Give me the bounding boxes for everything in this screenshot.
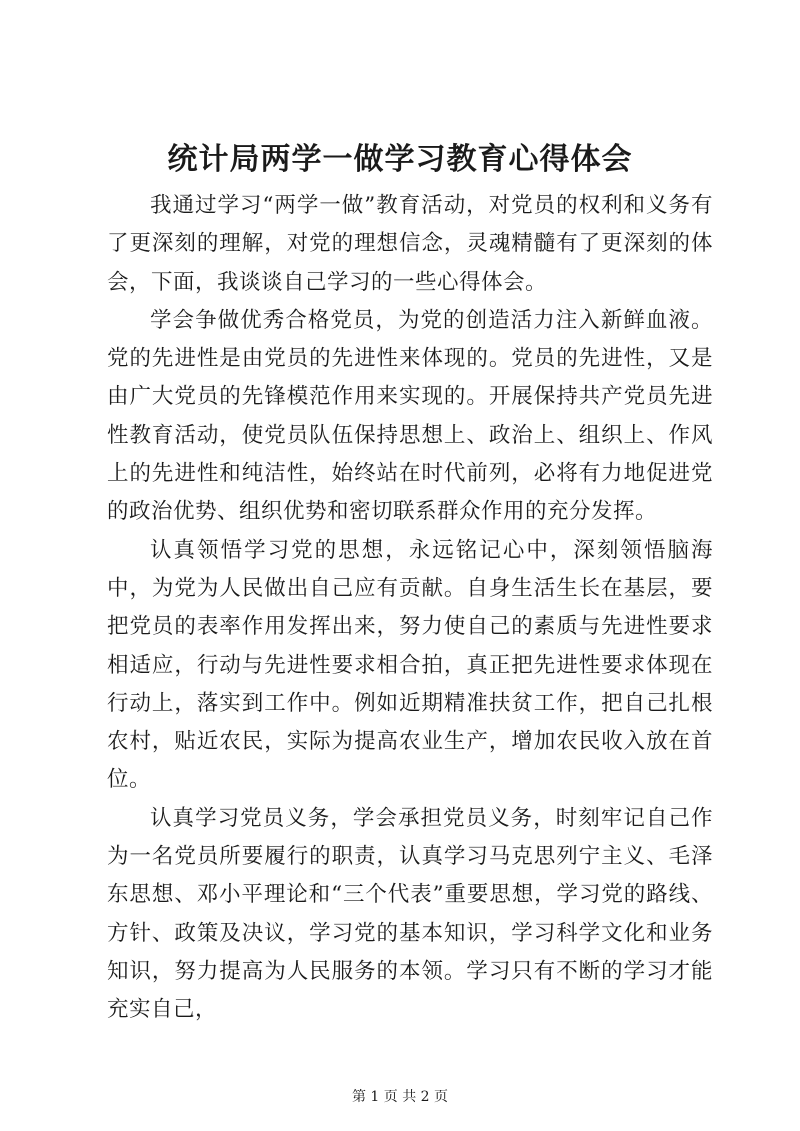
paragraph: 认真学习党员义务，学会承担党员义务，时刻牢记自己作为一名党员所要履行的职责，认真学习马克思列宁主义、毛泽东思想、邓小平理论和“三个代表”重要思想，学习党的路线、方针、政策及决议，学习党的基本知识，学习科学文化和业务知识，努力提高为人民服务的本领。学习只有不断的学习才能充实自己， [107,805,713,1023]
paragraph: 我通过学习“两学一做”教育活动，对党员的权利和义务有了更深刻的理解，对党的理想信念，灵魂精髓有了更深刻的体会，下面，我谈谈自己学习的一些心得体会。 [107,193,713,295]
document-body [107,187,713,1030]
paragraph: 学会争做优秀合格党员，为党的创造活力注入新鲜血液。党的先进性是由党员的先进性来体现的。党员的先进性，又是由广大党员的先锋模范作用来实现的。开展保持共产党员先进性教育活动，使党员队伍保持思想上、政治上、组织上、作风上的先进性和纯洁性，始终站在时代前列，必将有力地促进党的政治优势、组织优势和密切联系群众作用的充分发挥。 [107,307,713,525]
document-title: 统计局两学一做学习教育心得体会 [167,142,633,177]
page-footer: 第 1 页 共 2 页 [351,1089,449,1105]
paragraph: 认真领悟学习党的思想，永远铭记心中，深刻领悟脑海中，为党为人民做出自己应有贡献。自身生活生长在基层，要把党员的表率作用发挥出来，努力使自己的素质与先进性要求相适应，行动与先进性要求相合拍，真正把先进性要求体现在行动上，落实到工作中。例如近期精准扶贫工作，把自己扎根农村，贴近农民，实际为提高农业生产，增加农民收入放在首位。 [107,537,713,793]
